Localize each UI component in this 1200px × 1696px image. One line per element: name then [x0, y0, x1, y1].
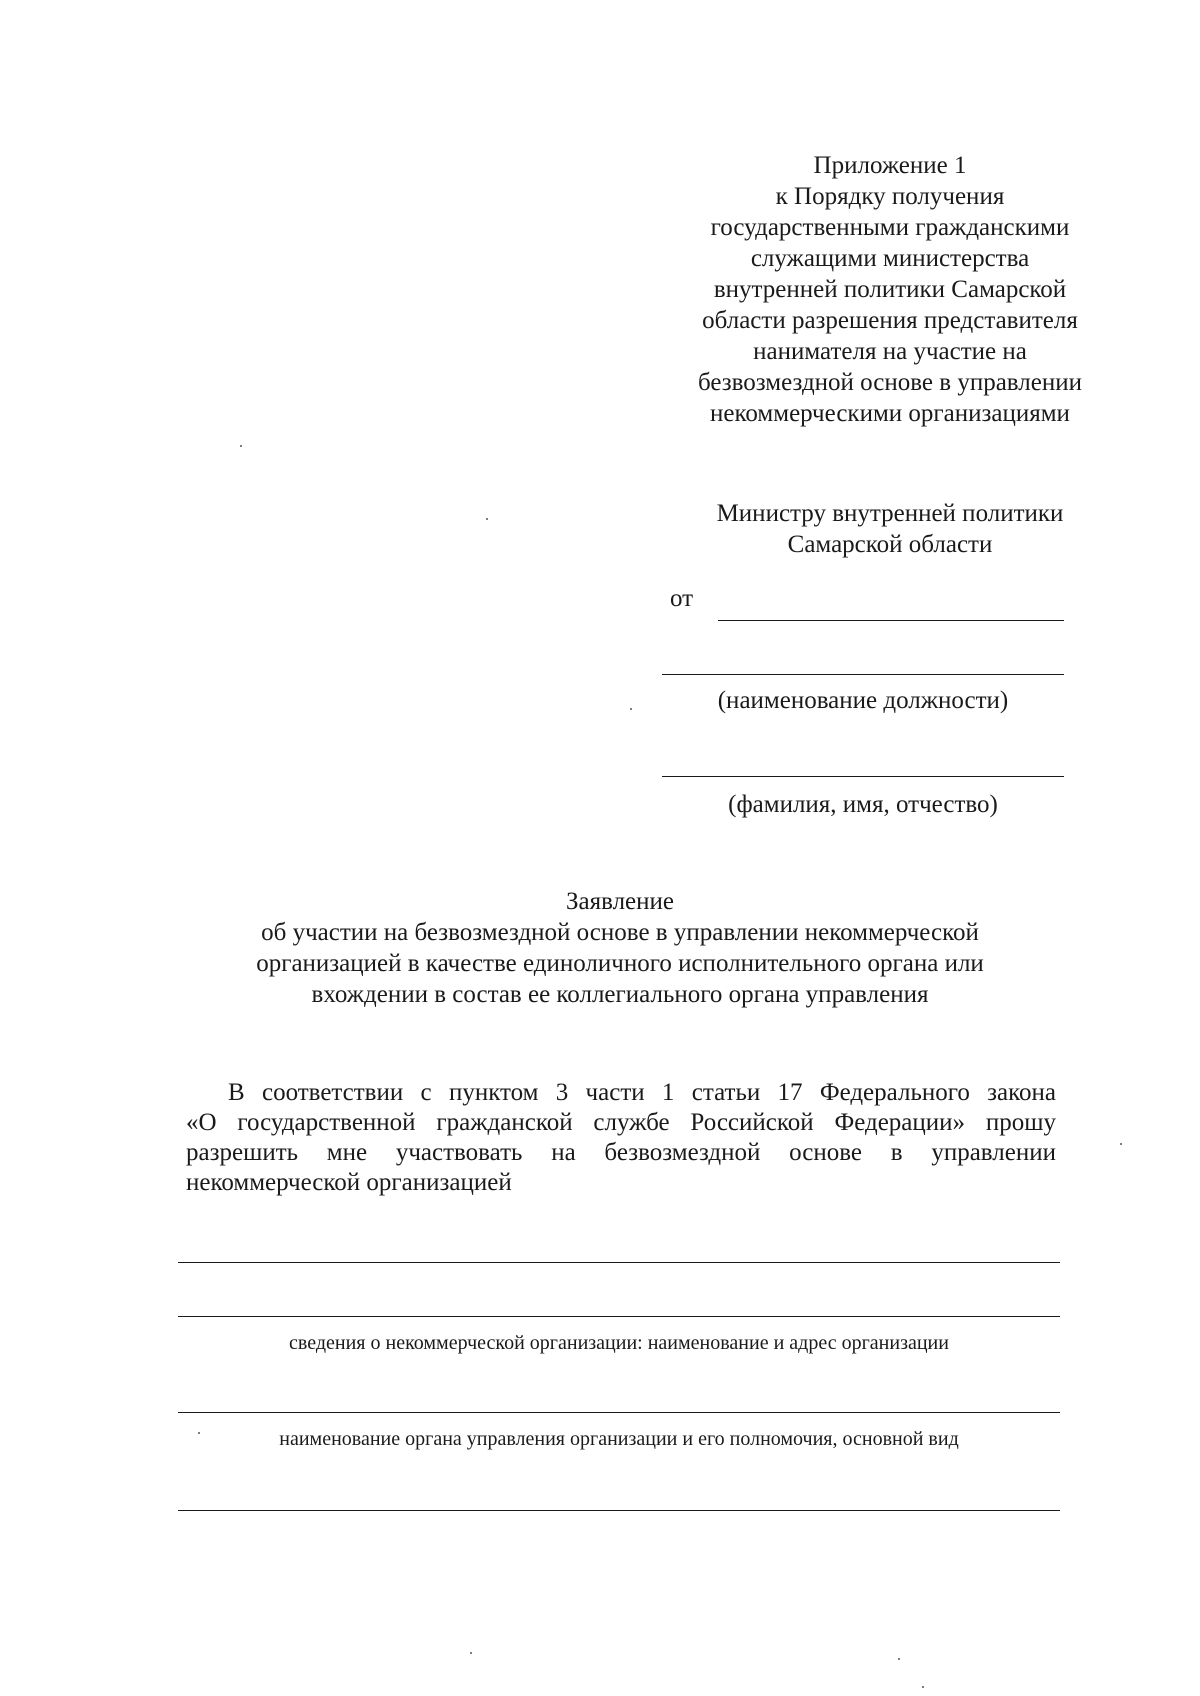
from-fill-line[interactable]: [718, 620, 1064, 621]
addressee-block: [660, 498, 1120, 560]
scan-speck: [486, 518, 488, 520]
appendix-line: к Порядку получения: [775, 183, 1005, 210]
governing-body-fill-line-1[interactable]: [178, 1412, 1060, 1413]
appendix-line: области разрешения представителя: [702, 307, 1078, 334]
statement-heading: Заявление: [565, 888, 675, 915]
statement-body: [186, 1078, 1056, 1198]
scan-speck: [470, 1652, 472, 1654]
appendix-line: нанимателя на участие на: [753, 338, 1027, 365]
full-name-fill-line[interactable]: [662, 776, 1064, 777]
appendix-line: Приложение 1: [813, 152, 967, 179]
statement-title: [160, 886, 1080, 1010]
appendix-line: безвозмездной основе в управлении: [697, 369, 1082, 396]
scan-speck: [198, 1432, 200, 1434]
scan-speck: [240, 445, 242, 447]
scan-speck: [630, 708, 632, 710]
statement-subtitle-line: вхождении в состав ее коллегиального органа управления: [311, 981, 929, 1008]
body-line: некоммерческой организацией: [186, 1169, 512, 1196]
body-line: разрешить мне участвовать на безвозмездной основе в управлении: [186, 1139, 1056, 1166]
appendix-line: некоммерческими организациями: [710, 400, 1070, 427]
addressee-line: Самарской области: [787, 531, 993, 558]
addressee-line: Министру внутренней политики: [716, 500, 1064, 527]
full-name-caption: (фамилия, имя, отчество): [728, 791, 998, 818]
body-line: «О государственной гражданской службе Российской Федерации» прошу: [186, 1109, 1056, 1136]
appendix-header: [660, 150, 1120, 429]
org-info-fill-line-2[interactable]: [178, 1316, 1060, 1317]
appendix-line: внутренней политики Самарской: [713, 276, 1067, 303]
statement-subtitle-line: об участии на безвозмездной основе в управлении некоммерческой: [261, 919, 979, 946]
appendix-line: государственными гражданскими: [710, 214, 1070, 241]
governing-body-caption: наименование органа управления организации и его полномочия, основной вид: [279, 1428, 959, 1450]
statement-subtitle-line: организацией в качестве единоличного исполнительного органа или: [256, 950, 984, 977]
scan-speck: [898, 1658, 900, 1660]
scan-speck: [1120, 1143, 1122, 1145]
position-caption: (наименование должности): [717, 687, 1009, 714]
body-line: В соответствии с пунктом 3 части 1 статьи 17 Федерального закона: [228, 1079, 1056, 1106]
org-info-fill-line-1[interactable]: [178, 1262, 1060, 1263]
from-label: от: [670, 585, 694, 612]
governing-body-fill-line-2[interactable]: [178, 1510, 1060, 1511]
org-info-caption: сведения о некоммерческой организации: наименование и адрес организации: [289, 1332, 949, 1354]
appendix-line: служащими министерства: [750, 245, 1030, 272]
scan-speck: [922, 1686, 924, 1688]
position-fill-line[interactable]: [662, 674, 1064, 675]
